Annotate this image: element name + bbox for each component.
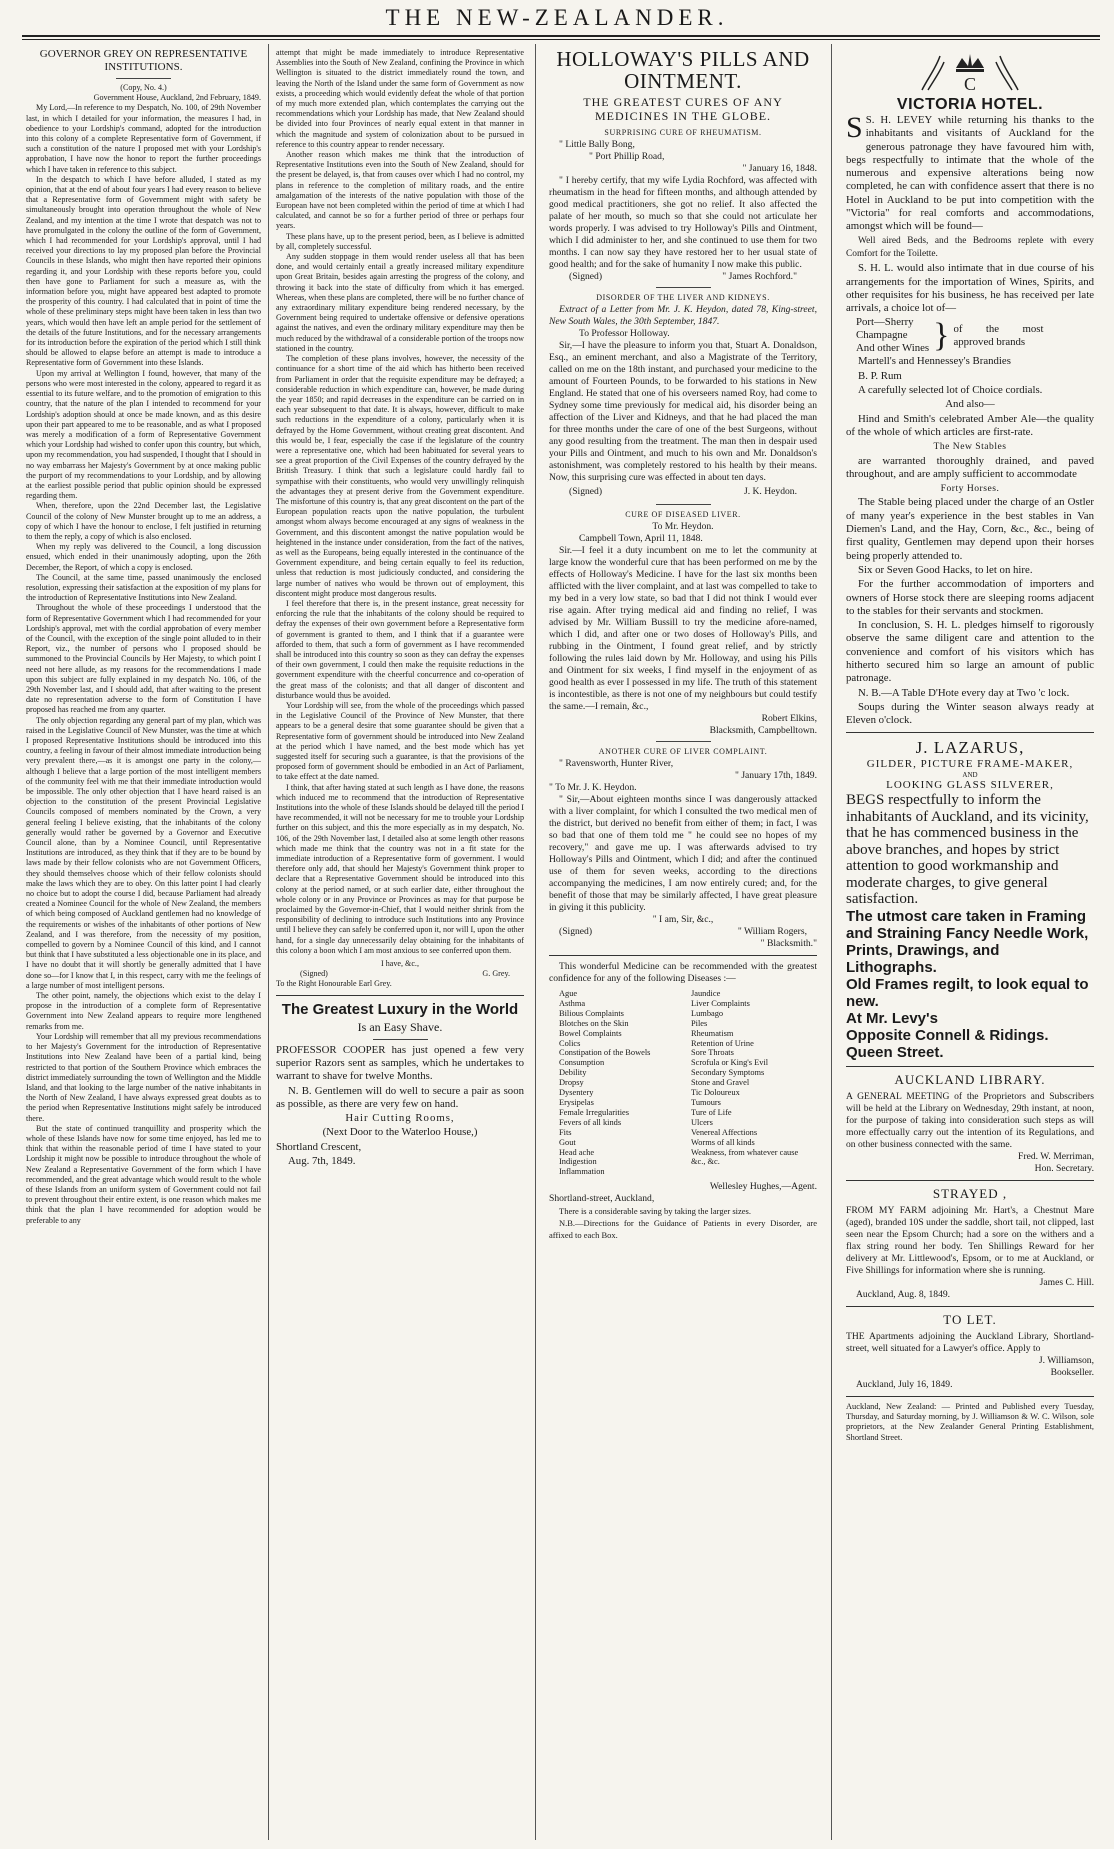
disease-item: Erysipelas bbox=[559, 1097, 594, 1107]
lazarus-and: AND bbox=[962, 771, 978, 780]
tolet-title: TO LET. bbox=[943, 1311, 997, 1327]
signer: G. Grey. bbox=[482, 969, 510, 979]
lazarus-opposite: Opposite Connell & Ridings. bbox=[846, 1026, 1049, 1044]
masthead-rule-thin bbox=[22, 39, 1100, 40]
article-body bbox=[26, 103, 261, 1225]
signed-label: (Signed) bbox=[559, 926, 593, 937]
holloway-body bbox=[549, 127, 817, 985]
disease-item: &c., &c. bbox=[691, 1157, 720, 1167]
library-signer: Fred. W. Merriman, bbox=[1018, 1150, 1094, 1162]
paragraph: Upon my arrival at Wellington I found, however, that many of the persons who were most interested in the colony, appeared to regard it as essential to its future welfare, and to the promotion of emigration to this country, that the nature of the plan I intended to recommend for your Lordship's adoption should at once be made known, and as this desire upon their part appeared to me to be reasonable, and as what I proposed was merely a modification of a form of Representative Government which your Lordship had wished to confer upon this country, but which, upon my recommendation, you had suspended, I thought that I should in no way embarrass her Majesty's Government by at once making public the purport of my recommendations to your Lordship, and by allowing at the earliest possible period that public opinion should be expressed regarding them. bbox=[26, 368, 261, 501]
library-title: AUCKLAND LIBRARY. bbox=[894, 1071, 1046, 1087]
table-dhote: N. B.—A Table D'Hote every day at Two 'c lock. bbox=[858, 686, 1070, 699]
hotel-ad bbox=[846, 111, 1094, 727]
recommendation: This wonderful Medicine can be recommended with the greatest confidence for any of the following Diseases :— bbox=[549, 961, 817, 984]
holloway-subtitle: THE GREATEST CURES OF ANY MEDICINES IN THE GLOBE. bbox=[583, 95, 783, 123]
holloway-title: HOLLOWAY'S PILLS AND bbox=[556, 48, 810, 71]
divider bbox=[656, 741, 711, 742]
signer: " William Rogers, bbox=[737, 926, 807, 937]
disease-item: Scrofula or King's Evil bbox=[691, 1058, 769, 1068]
masthead: THE NEW-ZEALANDER. bbox=[385, 5, 729, 30]
disease-item: Stone and Gravel bbox=[691, 1078, 750, 1088]
divider bbox=[656, 504, 711, 505]
divider bbox=[549, 955, 817, 956]
paragraph: The only objection regarding any general part of my plan, which was raised in the Legislative Council of New Munster, was the time at which I proposed Representative Institutions should be introduced into this country, a feeling in favour of their almost immediate introduction being very prevalent there,—as it is amongst one party in the colony,—although I believe that a large portion of the most intelligent members of the community feel with me that their immediate introduction would be impossible. The only other objection that I have heard raised is an objection to the constitution of the present Provincial Legislative Councils composed of members nominated by the Crown, a very general feeling I believe existing, that the inhabitants of the colony generally would rather be governed by a Governor and Executive Council alone, than by a Nominee Council, until Representative Institutions are introduced, as they think that if they are to be bound by laws made by their fellow colonists who are not Government Officers, they should themselves choose which of their fellow colonists should make the laws which they are to obey. On this latter point I had clearly no choice but to adopt the course I did, because Parliament had already created a Nominee Council for the whole of New Zealand, the members of which being composed of Auckland gentlemen had no knowledge of the requirements or wishes of the inhabitants of other portions of New Zealand, and I was therefore, from the necessity of my position, compelled to govern by a Nominee Council of this kind, and I cannot but think that I have substituted a less objectionable one in its place, and I have no doubt that it will shortly be generally admitted that I have done so—for I know that I, in this respect, carry with me the feelings of a large number of most intelligent persons. bbox=[26, 715, 261, 990]
imprint: Auckland, New Zealand: — Printed and Published every Tuesday, Thursday, and Saturday morning, by J. Williamson & W. C. Wilson, sole proprietors, at the New Zealander General Printing Establishment, Shortland Street. bbox=[846, 1401, 1094, 1442]
letter-date: " January 16, 1848. bbox=[742, 163, 817, 174]
disease-item: Venereal Affections bbox=[691, 1127, 758, 1137]
lazarus-street: Queen Street. bbox=[846, 1043, 944, 1061]
crown-emblem-icon bbox=[846, 50, 1094, 96]
lazarus-trade-2: LOOKING GLASS SILVERER, bbox=[886, 779, 1054, 792]
divider bbox=[276, 995, 524, 996]
disease-item: Indigestion bbox=[559, 1157, 597, 1167]
extract: Extract of a Letter from Mr. J. K. Heydon, dated 78, King-street, New South Wales, the 30th September, 1847. bbox=[549, 304, 817, 327]
column-governor-grey-continued bbox=[276, 48, 524, 1840]
letter-date: " January 17th, 1849. bbox=[735, 770, 817, 781]
disease-item: Dysentery bbox=[559, 1088, 594, 1098]
holloway-footer bbox=[549, 1181, 817, 1241]
also: And also— bbox=[945, 398, 995, 411]
cordials: A carefully selected lot of Choice cordials. bbox=[858, 384, 1043, 397]
lazarus-trade: GILDER, PICTURE FRAME-MAKER, bbox=[866, 758, 1074, 771]
rum: B. P. Rum bbox=[858, 369, 902, 382]
cooper-title: The Greatest Luxury in the World bbox=[281, 1000, 519, 1018]
hotel-beds: Well aired Beds, and the Bedrooms replete with every Comfort for the Toilette. bbox=[846, 235, 1094, 259]
disease-item: Piles bbox=[691, 1018, 708, 1028]
stables: are warranted thoroughly drained, and paved throughout, and are amply sufficient to accommodate bbox=[846, 454, 1094, 480]
disease-item: Blotches on the Skin bbox=[559, 1018, 629, 1028]
paragraph: Any sudden stoppage in them would render useless all that has been done, and would certainly entail a greatly increased military expenditure upon Great Britain, besides again arresting the progress of the colony, and throwing it back into the state of difficulty from which it has emerged. Whereas, when these plans are completed, there will be no further chance of any extraordinary military expenditure being rendered necessary, by the Government being required to undertake offensive or defensive operations against the natives, and even the ordinary military expenditure may then be much reduced by the withdrawal of a considerable portion of the troops now stationed in the country. bbox=[276, 252, 524, 353]
disease-item: Retention of Urine bbox=[691, 1038, 754, 1048]
lazarus-care: The utmost care taken in Framing and Straining Fancy Needle Work, Prints, Drawings, and Lithographs. bbox=[846, 907, 1089, 976]
cooper-address: (Next Door to the Waterloo House,) bbox=[322, 1126, 478, 1139]
signer: Robert Elkins, bbox=[761, 713, 817, 724]
signer: " James Rochford." bbox=[722, 271, 797, 282]
column-divider bbox=[831, 44, 832, 1840]
agent: Wellesley Hughes,—Agent. bbox=[709, 1181, 817, 1193]
ale: Hind and Smith's celebrated Amber Ale—the quality of the whole of which articles are first-rate. bbox=[846, 412, 1094, 438]
lazarus-body: BEGS respectfully to inform the inhabitants of Auckland, and its vicinity, that he has commenced business in the above branches, and hopes by strict attention to good workmanship and moderate charges, to give general satisfaction. bbox=[846, 792, 1089, 908]
article-heading: GOVERNOR GREY ON REPRESENTATIVE INSTITUTIONS. bbox=[39, 48, 248, 73]
column-advertisements bbox=[846, 48, 1094, 1840]
paragraph: But the state of continued tranquillity and prosperity which the whole of these Islands have now for some time enjoyed, has led me to think that within the reasonable period of time I have stated to your Lordship it might now be possible to introduce throughout the whole of New Zealand a Representative Government of the form which I have recommended, and the great advantage which would result to the whole of these Islands from an uniform system of Government could not fail to prevent throughout their entire extent, is one reason which makes me think that the plan I have recommended for adoption would be preferable to any bbox=[26, 1123, 261, 1225]
article-body bbox=[276, 48, 524, 990]
signer-trade: " Blacksmith." bbox=[760, 938, 817, 949]
dateline: Government House, Auckland, 2nd February, 1849. bbox=[93, 93, 261, 103]
column-holloway bbox=[549, 48, 817, 1840]
disease-item: Bowel Complaints bbox=[559, 1028, 622, 1038]
disease-item: Constipation of the Bowels bbox=[559, 1048, 651, 1058]
divider bbox=[846, 732, 1094, 733]
strayed-ad bbox=[846, 1205, 1094, 1301]
library-ad bbox=[846, 1091, 1094, 1175]
hotel-para: S. H. L. would also intimate that in due course of his arrangements for the importation of Wines, Spirits, and other requisites for his business, he has received per late arrivals, a choice lot of— bbox=[846, 262, 1094, 315]
disease-item: Inflammation bbox=[559, 1167, 605, 1177]
paragraph: My Lord,—In reference to my Despatch, No. 100, of 29th November last, in which I detailed for your information, the measures I had, in obedience to your Lordship's command, adopted for the introduction into this colony of a complete Representative form of Government, if such a constitution of the nature I proposed met with your Lordship's approbation, I have now the honor to report the further proceedings which I have taken in reference to this subject. bbox=[26, 103, 261, 174]
library-body: A GENERAL MEETING of the Proprietors and Subscribers will be held at the Library on Wednesday, 29th instant, at noon, for the purpose of taking into consideration such steps as will more effectually carry out the intention of its Regulations, and on other business connected with the same. bbox=[846, 1090, 1094, 1150]
hotel-para: S S. H. LEVEY while returning his thanks to the inhabitants and visitants of Auckland for the generous patronage they have favoured him with, begs respectfully to intimate that the whole of the numerous and expensive alterations being now completed, he can with confidence assert that there is no Hotel in Auckland to be put into competition with the "Victoria" for real comforts and accommodations, amongst which will be found— bbox=[846, 111, 1094, 233]
strayed-date: Auckland, Aug. 8, 1849. bbox=[856, 1288, 951, 1300]
stables-heading: The New Stables bbox=[933, 441, 1007, 453]
disease-item: Head ache bbox=[559, 1147, 595, 1157]
disease-item: Gout bbox=[559, 1137, 576, 1147]
divider bbox=[846, 1306, 1094, 1307]
closing: I have, &c., bbox=[381, 959, 419, 969]
tolet-role: Bookseller. bbox=[1050, 1366, 1094, 1378]
paragraph: Your Lordship will remember that all my previous recommendations to her Majesty's Government for the introduction of Representative Institutions into New Zealand have been of a partial kind, being restricted to that portion of the Southern Province which embraces the district immediately surrounding the town of Wellington and the Middle Island, and that looking to the large number of the native inhabitants in the North of New Zealand, I have always expressed great doubts as to the period when Representative Institutions might safely be introduced there. bbox=[26, 1031, 261, 1123]
disease-item: Female Irregularities bbox=[559, 1107, 629, 1117]
copy-note: (Copy, No. 4.) bbox=[120, 83, 167, 92]
disease-item: Bilious Complaints bbox=[559, 1008, 624, 1018]
tolet-ad bbox=[846, 1331, 1094, 1391]
paragraph: Another reason which makes me think that the introduction of Representative Institutions even into the South of New Zealand, should for the present be delayed, is, that from causes over which I had no control, my plans in reference to the completion of military roads, and the entire amalgamation of the interests of the native population with those of the European have not been completed within the period of time at which I had calculated, and cannot be so for a further period of three or perhaps four years. bbox=[276, 150, 524, 231]
disease-item: Liver Complaints bbox=[691, 998, 750, 1008]
letter-place: " Ravensworth, Hunter River, bbox=[559, 758, 674, 769]
agent-address: Shortland-street, Auckland, bbox=[549, 1193, 655, 1205]
tolet-date: Auckland, July 16, 1849. bbox=[856, 1378, 953, 1390]
letter-body: " I hereby certify, that my wife Lydia Rochford, was affected with rheumatism in the head for fifteen months, and although attended by good medical practitioners, she got no relief. It also affected the palate of her mouth, so much so that she could not articulate her words properly. I was advised to try Holloway's Pills and Ointment, which I did administer to her, and she continued to use them for two months. I can now say they have restored her to her usual state of good health; and for the sake of humanity I now make this public. bbox=[549, 175, 817, 270]
cooper-street: Shortland Crescent, bbox=[276, 1140, 362, 1153]
divider bbox=[116, 78, 171, 79]
column-divider bbox=[535, 44, 536, 1840]
letter-to: To Professor Holloway. bbox=[579, 328, 670, 339]
letter-body: Sir.—I feel it a duty incumbent on me to let the community at large know the wonderful cure that has been performed on me by the effects of Holloway's Medicine. I have for the last six months been afflicted with the liver complaint, and at last was compelled to take to my bed in a very low state, so bad that I did not think I would ever rise again. After trying medical aid and finding no relief, I was advised by Mr. William Bussill to try the medicine afore-named, which I did, and after one or two doses of Holloway's Pills, and rubbing in the Ointment, I found great relief, and by strictly following the rules laid down by Mr. Holloway, and using his Pills and Ointment for six weeks, I find myself in the enjoyment of as good health as ever I possessed in my life. The truth of this statement is incontestible, as there is not one of my neighbours but could testify the same.—I remain, &c., bbox=[549, 545, 817, 712]
divider bbox=[846, 1066, 1094, 1067]
hotel-title: VICTORIA HOTEL. bbox=[896, 96, 1044, 113]
directions-note: N.B.—Directions for the Guidance of Patients in every Disorder, are affixed to each Box. bbox=[549, 1218, 817, 1241]
cooper-para: N. B. Gentlemen will do well to secure a pair as soon as possible, as there are very few on hand. bbox=[276, 1084, 524, 1110]
addressee: To the Right Honourable Earl Grey. bbox=[276, 979, 392, 989]
lazarus-at: At Mr. Levy's bbox=[846, 1009, 938, 1027]
tolet-signer: J. Williamson, bbox=[1038, 1354, 1094, 1366]
hair-cutting-rooms: Hair Cutting Rooms, bbox=[345, 1112, 455, 1125]
disease-item: Tumours bbox=[691, 1097, 721, 1107]
paragraph: The Council, at the same time, passed unanimously the enclosed resolution, expressing their satisfaction at the exposition of my plans for the introduction of Representative Institutions into New Zealand. bbox=[26, 572, 261, 603]
paragraph: The other point, namely, the objections which exist to the delay I propose in the introduction of a complete form of Representative Government into New Zealand appears to require more lengthened remarks from me. bbox=[26, 991, 261, 1031]
letter-place: " Little Bally Bong, bbox=[559, 139, 635, 150]
disease-item: Lumbago bbox=[691, 1008, 724, 1018]
disease-item: Sore Throats bbox=[691, 1048, 734, 1058]
hacks: Six or Seven Good Hacks, to let on hire. bbox=[858, 563, 1033, 576]
section-heading: ANOTHER CURE OF LIVER COMPLAINT. bbox=[598, 747, 768, 756]
library-role: Hon. Secretary. bbox=[1034, 1162, 1094, 1174]
disease-item: Secondary Symptoms bbox=[691, 1068, 765, 1078]
disease-item: Fits bbox=[559, 1127, 572, 1137]
letter-body: Sir,—I have the pleasure to inform you that, Stuart A. Donaldson, Esq., an eminent merchant, and also a Magistrate of the Territory, called on me on the 18th instant, and purchased your medicine to the amount of Fourteen Pounds, to be forwarded to his stations in New England. He stated that one of his overseers named Roy, had come to Sydney some time previously for medical aid, his disorder being an affection of the Liver and Kidneys, and that he had placed the man for three months under the care of one of the best Surgeons, without any good resulting from the treatment. The man then in despair used your Pills and Ointment, and much to his own and Mr. Donaldson's astonishment, was completely restored to his health by their means. Now, this surprising cure was effected in about ten days. bbox=[549, 340, 817, 483]
strayed-title: STRAYED , bbox=[932, 1185, 1008, 1201]
divider bbox=[373, 1039, 428, 1040]
disease-item: Weakness, from whatever cause bbox=[691, 1147, 799, 1157]
wine-item: And other Wines bbox=[856, 342, 930, 355]
paragraph: In the despatch to which I have before alluded, I stated as my opinion, that at the end of about four years I had every reason to believe that a Representative form of Government might with safety be simultaneously brought into operation throughout the whole of New Zealand, and my intention at the time I wrote that despatch was not to have promulgated in the colony the outline of the form of Government, which I had recommended for your Lordship's approval, until I had received your directions to lay my proposed plan before the Provincial Councils in these Islands, who might then have reported their opinions regarding it, and your Lordship with these reports before you, could then have gone to Parliament for such a measure as, with the information before you, might have appeared best adapted to promote the prosperity of this country. I had calculated that in point of time the whole of these preliminary steps might have been taken in less than two years, which would then have left an ample period for the settlement of the details of the future Institutions, and for the necessary arrangements for its introduction before the expiration of the period which I still think should be allowed to elapse before an attempt is made to introduce a Representative form of Government into these Islands. bbox=[26, 174, 261, 368]
masthead-rule bbox=[22, 35, 1100, 37]
disease-item: Ague bbox=[559, 989, 578, 998]
cooper-subtitle: Is an Easy Shave. bbox=[357, 1019, 443, 1034]
disease-item: Fevers of all kinds bbox=[559, 1117, 622, 1127]
importers: For the further accommodation of importers and owners of Horse stock there are sleeping rooms adjacent to the stables for their servants and stockmen. bbox=[846, 578, 1094, 617]
emblem-letter: C bbox=[963, 74, 977, 94]
letter-to: To Mr. Heydon. bbox=[652, 521, 714, 532]
section-heading: DISORDER OF THE LIVER AND KIDNEYS. bbox=[596, 293, 770, 302]
divider bbox=[846, 1180, 1094, 1181]
signed-label: (Signed) bbox=[569, 486, 603, 497]
column-divider bbox=[268, 44, 269, 1840]
wine-item: Port—Sherry bbox=[856, 316, 914, 329]
strayed-body: FROM MY FARM adjoining Mr. Hart's, a Chestnut Mare (aged), branded 10S under the saddle, short tail, not clipped, last seen near the Epsom Church; had a sore on the withers and a flax string round her body. Ten Shillings Reward for her delivery at Mr. Littlewood's, Epsom, or to me at Auckland, or Five Shillings for information where she is running. bbox=[846, 1204, 1094, 1276]
paragraph: The completion of these plans involves, however, the necessity of the continuance for a short time of the aid which has hitherto been received from Parliament in order that the requisite expenditure may be defrayed; a considerable reduction in which expenditure can, however, be made during the year 1850; and rapid decreases in the expenditure can be carried on in each year subsequent to that date. It is always, however, difficult to make such reductions in the expenditure of a colony, particularly when it is defrayed by the Home Government, without creating great discontent. And this would be, I fear, especially the case if the legislature of the country were a representative one, which had been habituated for several years to see a great proportion of the Civil Expenses of the country defrayed by the British Treasury. I think that such a legislature could hardly fail to sympathise with their constituents, who would very unwillingly relinquish the advantages they at present derive from the Government expenditure. The misfortune of this country is, that any great discontent on the part of the European population reacts upon the native population, the turbulent amongst whom always become encouraged at any signs of weakness in the Government, and this discontent amongst the native population would be heightened in the instance under consideration, from the fact of the natives, as well as the Europeans, being equally interested in the continuance of the Government expenditure, and being certain equally to feel its reduction, unless that reduction is most judiciously conducted, and considering the large number of natives who would be thrown out of employment, this discontent might produce most dangerous results. bbox=[276, 354, 524, 598]
strayed-signer: James C. Hill. bbox=[1039, 1276, 1094, 1288]
disease-item: Dropsy bbox=[559, 1078, 584, 1088]
column-governor-grey bbox=[26, 48, 261, 1840]
disease-item: Jaundice bbox=[691, 989, 721, 998]
paragraph: Your Lordship will see, from the whole of the proceedings which passed in the Legislative Council of the Province of New Munster, that there appears to be a general desire that some guarantee should be given that a Representative form of government should be introduced into New Zealand at the period which I have named, and the best mode which has yet suggested itself for securing such a guarantee, is that the provisions of the proposed form of government should be embodied in an Act of Parliament, to take effect at the date named. bbox=[276, 701, 524, 782]
horses: Forty Horses. bbox=[940, 483, 1000, 495]
conclusion: In conclusion, S. H. L. pledges himself to rigorously observe the same diligent care and attention to the convenience and comfort of his visitors which has hitherto secured him so large an amount of public patronage. bbox=[846, 619, 1094, 685]
cooper-ad bbox=[276, 1044, 524, 1169]
paragraph: Throughout the whole of these proceedings I understood that the form of Representative Government which I had recommended for your Lordship's approval, met with the cordial approbation of every member of the Council, with the exception of the single point alluded to in their Report, viz., the number of persons who I proposed should be summoned to the Provincial Councils by Her Majesty, to which point I need not here allude, as my reasons for the recommendations I made upon this subject are fully explained in my despatch No. 106, of the 29th November last, and I should add, that after waiting to the present date no representation adverse to the form of Constitution I have proposed has reached me from any quarter. bbox=[26, 603, 261, 715]
signed-label: (Signed) bbox=[569, 271, 603, 282]
cooper-para: PROFESSOR COOPER has just opened a few very superior Razors sent as samples, which he undertakes to warrant to shave for twelve Months. bbox=[276, 1043, 524, 1083]
saving-note: There is a considerable saving by taking the larger sizes. bbox=[559, 1206, 751, 1217]
divider bbox=[656, 287, 711, 288]
paragraph: These plans have, up to the present period, been, as I believe is admitted by all, completely successful. bbox=[276, 231, 524, 251]
closing: " I am, Sir, &c., bbox=[652, 914, 714, 925]
letter-place: " Port Phillip Road, bbox=[589, 151, 665, 162]
disease-item: Asthma bbox=[559, 998, 586, 1008]
lazarus-name: J. LAZARUS, bbox=[915, 738, 1025, 758]
disease-item: Tic Doloureux bbox=[691, 1088, 740, 1098]
disease-item: Rheumatism bbox=[691, 1028, 734, 1038]
stable-para: The Stable being placed under the charge of an Ostler of many year's experience in the best stables in Van Diemen's Land, and the Hay, Corn, &c., &c., being of first quality, Gentlemen may depend upon their horses being properly attended to. bbox=[846, 496, 1094, 562]
disease-column-right bbox=[691, 989, 817, 1177]
lazarus-frames: Old Frames regilt, to look equal to new. bbox=[846, 975, 1089, 1010]
divider bbox=[846, 1396, 1094, 1397]
wine-note: of the most approved brands bbox=[953, 322, 1044, 348]
letter-date: Campbell Town, April 11, 1848. bbox=[579, 533, 703, 544]
disease-item: Worms of all kinds bbox=[691, 1137, 755, 1147]
disease-column-left bbox=[559, 989, 685, 1177]
signer: J. K. Heydon. bbox=[743, 486, 797, 497]
tolet-body: THE Apartments adjoining the Auckland Library, Shortland-street, well situated for a Lawyer's office. Apply to bbox=[846, 1330, 1094, 1354]
section-heading: CURE OF DISEASED LIVER. bbox=[625, 510, 741, 519]
disease-list bbox=[559, 989, 817, 1177]
disease-item: Ulcers bbox=[691, 1117, 713, 1127]
letter-body: " Sir,—About eighteen months since I was dangerously attacked with a liver complaint, for which I consulted the two medical men of the district, but derived no benefit from either of them; in fact, I was so bad that one of them told me " he could see no hopes of my recovery," and gave me up. I was afterwards advised to try Holloway's Pills and Ointment, which I did; and after the continued use of them for seven weeks, according to the directions accompanying the medicines, I am now entirely cured; and, for the benefit of those that may be similarly affected, I have great pleasure in giving it this publicity. bbox=[549, 794, 817, 913]
disease-item: Consumption bbox=[559, 1058, 605, 1068]
cooper-date: Aug. 7th, 1849. bbox=[288, 1155, 356, 1168]
disease-item: Ture of Life bbox=[691, 1107, 732, 1117]
paragraph: When my reply was delivered to the Council, a long discussion ensued, which ended in their unanimously adopting, upon the 26th December, the Report, of which a copy is enclosed. bbox=[26, 542, 261, 572]
holloway-title-2: OINTMENT. bbox=[624, 69, 742, 93]
section-heading: SURPRISING CURE OF RHEUMATISM. bbox=[604, 128, 762, 137]
disease-item: Debility bbox=[559, 1068, 587, 1078]
disease-item: Colics bbox=[559, 1038, 581, 1048]
paragraph: When, therefore, upon the 22nd December last, the Legislative Council of the colony of New Munster brought up to me an address, a copy of which I have the honour to enclose, I felt justified in returning to them the reply, a copy of which is also enclosed. bbox=[26, 501, 261, 541]
wine-list bbox=[856, 316, 1094, 355]
paragraph: attempt that might be made immediately to introduce Representative Assemblies into the South of New Zealand, confining the Province in which Wellington is situated to the district immediately round the town, and leaving the North of the Island under the same form of Government as now exists, a proceeding which would evidently defeat the whole of that portion of my much more extended plan, which contemplates the carrying out the recommendations which your Lordship has made, that New Zealand should be divided into four Provinces of nearly equal extent in that manner in which the magnitude and system of colonization about to be pursued in reference to this country appear to render necessary. bbox=[276, 48, 524, 149]
paragraph: I think, that after having stated at such length as I have done, the reasons which induced me to recommend that the introduction of Representative Institutions into the whole of these Islands should be delayed till the period I have recommended, it will not be necessary for me to trouble your Lordship further on this subject, and this the more especially as in my despatch, No. 106, of the 29th November last, I detailed also at some length other reasons which made me think that the country was not in a fit state for the immediate introduction of a Representative form of government. I would therefore only add, that should her Majesty's Government think proper to declare that a Representative Government should be introduced into this colony at the period named, or at such earlier date, either throughout the whole colony or in any Province or Provinces as may for that purpose be proclaimed by the Governor-in-Chief, that I would neither shrink from the responsibility of declining to introduce such Institutions into any Province until I believe they can safely be conferred upon it, nor will I, upon the other hand, for a single day unnecessarily delay obtaining for the inhabitants of this colony a boon which I am most anxious to see conferred upon them. bbox=[276, 782, 524, 955]
brace-icon: } bbox=[933, 316, 950, 354]
signed-label: (Signed) bbox=[300, 969, 328, 979]
soups: Soups during the Winter season always ready at Eleven o'clock. bbox=[846, 700, 1094, 727]
wine-item: Champagne bbox=[856, 329, 908, 342]
letter-to: " To Mr. J. K. Heydon. bbox=[549, 782, 637, 793]
signer-place: Blacksmith, Campbelltown. bbox=[709, 725, 817, 736]
brandies: Martell's and Hennessey's Brandies bbox=[858, 355, 1011, 368]
paragraph: I feel therefore that there is, in the present instance, great necessity for enforcing the rule that the inhabitants of the colony should be required to defray the expenses of their own government before a Representative form of government is granted to them, and I think that if a guarantee were afforded to them, that such a form of government as I have recommended shall be introduced into this country so soon as they can defray the expenses of their own government, I could then make the requisite reductions in the government expenditure with the cheerful concurrence and co-operation of the great mass of the colonists; and that all danger of discontent and disturbance would thus be avoided. bbox=[276, 598, 524, 700]
